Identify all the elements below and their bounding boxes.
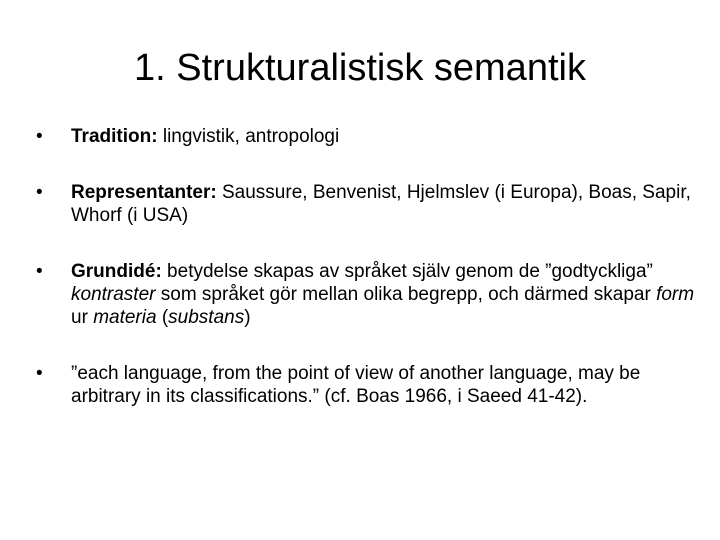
bullet-text: ) <box>244 307 251 328</box>
bullet-emphasis-materia: materia <box>93 307 157 328</box>
bullet-icon: • <box>36 363 43 384</box>
bullet-emphasis-substans: substans <box>168 307 245 328</box>
bullet-term: Tradition: <box>71 126 158 147</box>
bullet-term: Grundidé: <box>71 261 162 282</box>
bullet-text: ur <box>71 307 94 328</box>
bullet-text: ( <box>156 307 169 328</box>
bullet-term: Representanter: <box>71 182 217 203</box>
bullet-list <box>36 125 696 441</box>
bullet-text: betydelse skapas av språket själv genom de ”godtyckliga” <box>161 261 653 282</box>
bullet-icon: • <box>36 182 43 203</box>
bullet-text: Saussure, Benvenist, Hjelmslev (i Europa), Boas, Sapir, Whorf (i USA) <box>71 182 691 226</box>
bullet-emphasis-kontraster: kontraster <box>71 284 156 305</box>
bullet-text: som språket gör mellan olika begrepp, och därmed skapar <box>155 284 657 305</box>
bullet-item-representanter <box>36 181 696 227</box>
bullet-item-quote <box>36 362 696 408</box>
bullet-text: lingvistik, antropologi <box>157 126 340 147</box>
bullet-text: ”each language, from the point of view of another language, may be arbitrary in its classifications.” (cf. Boas 1966, i Saeed 41-42). <box>71 363 641 407</box>
bullet-item-tradition <box>36 125 696 148</box>
slide-title: 1. Strukturalistisk semantik <box>134 47 586 89</box>
bullet-item-grundide <box>36 260 696 329</box>
bullet-emphasis-form: form <box>656 284 695 305</box>
bullet-icon: • <box>36 126 43 147</box>
bullet-icon: • <box>36 261 43 282</box>
